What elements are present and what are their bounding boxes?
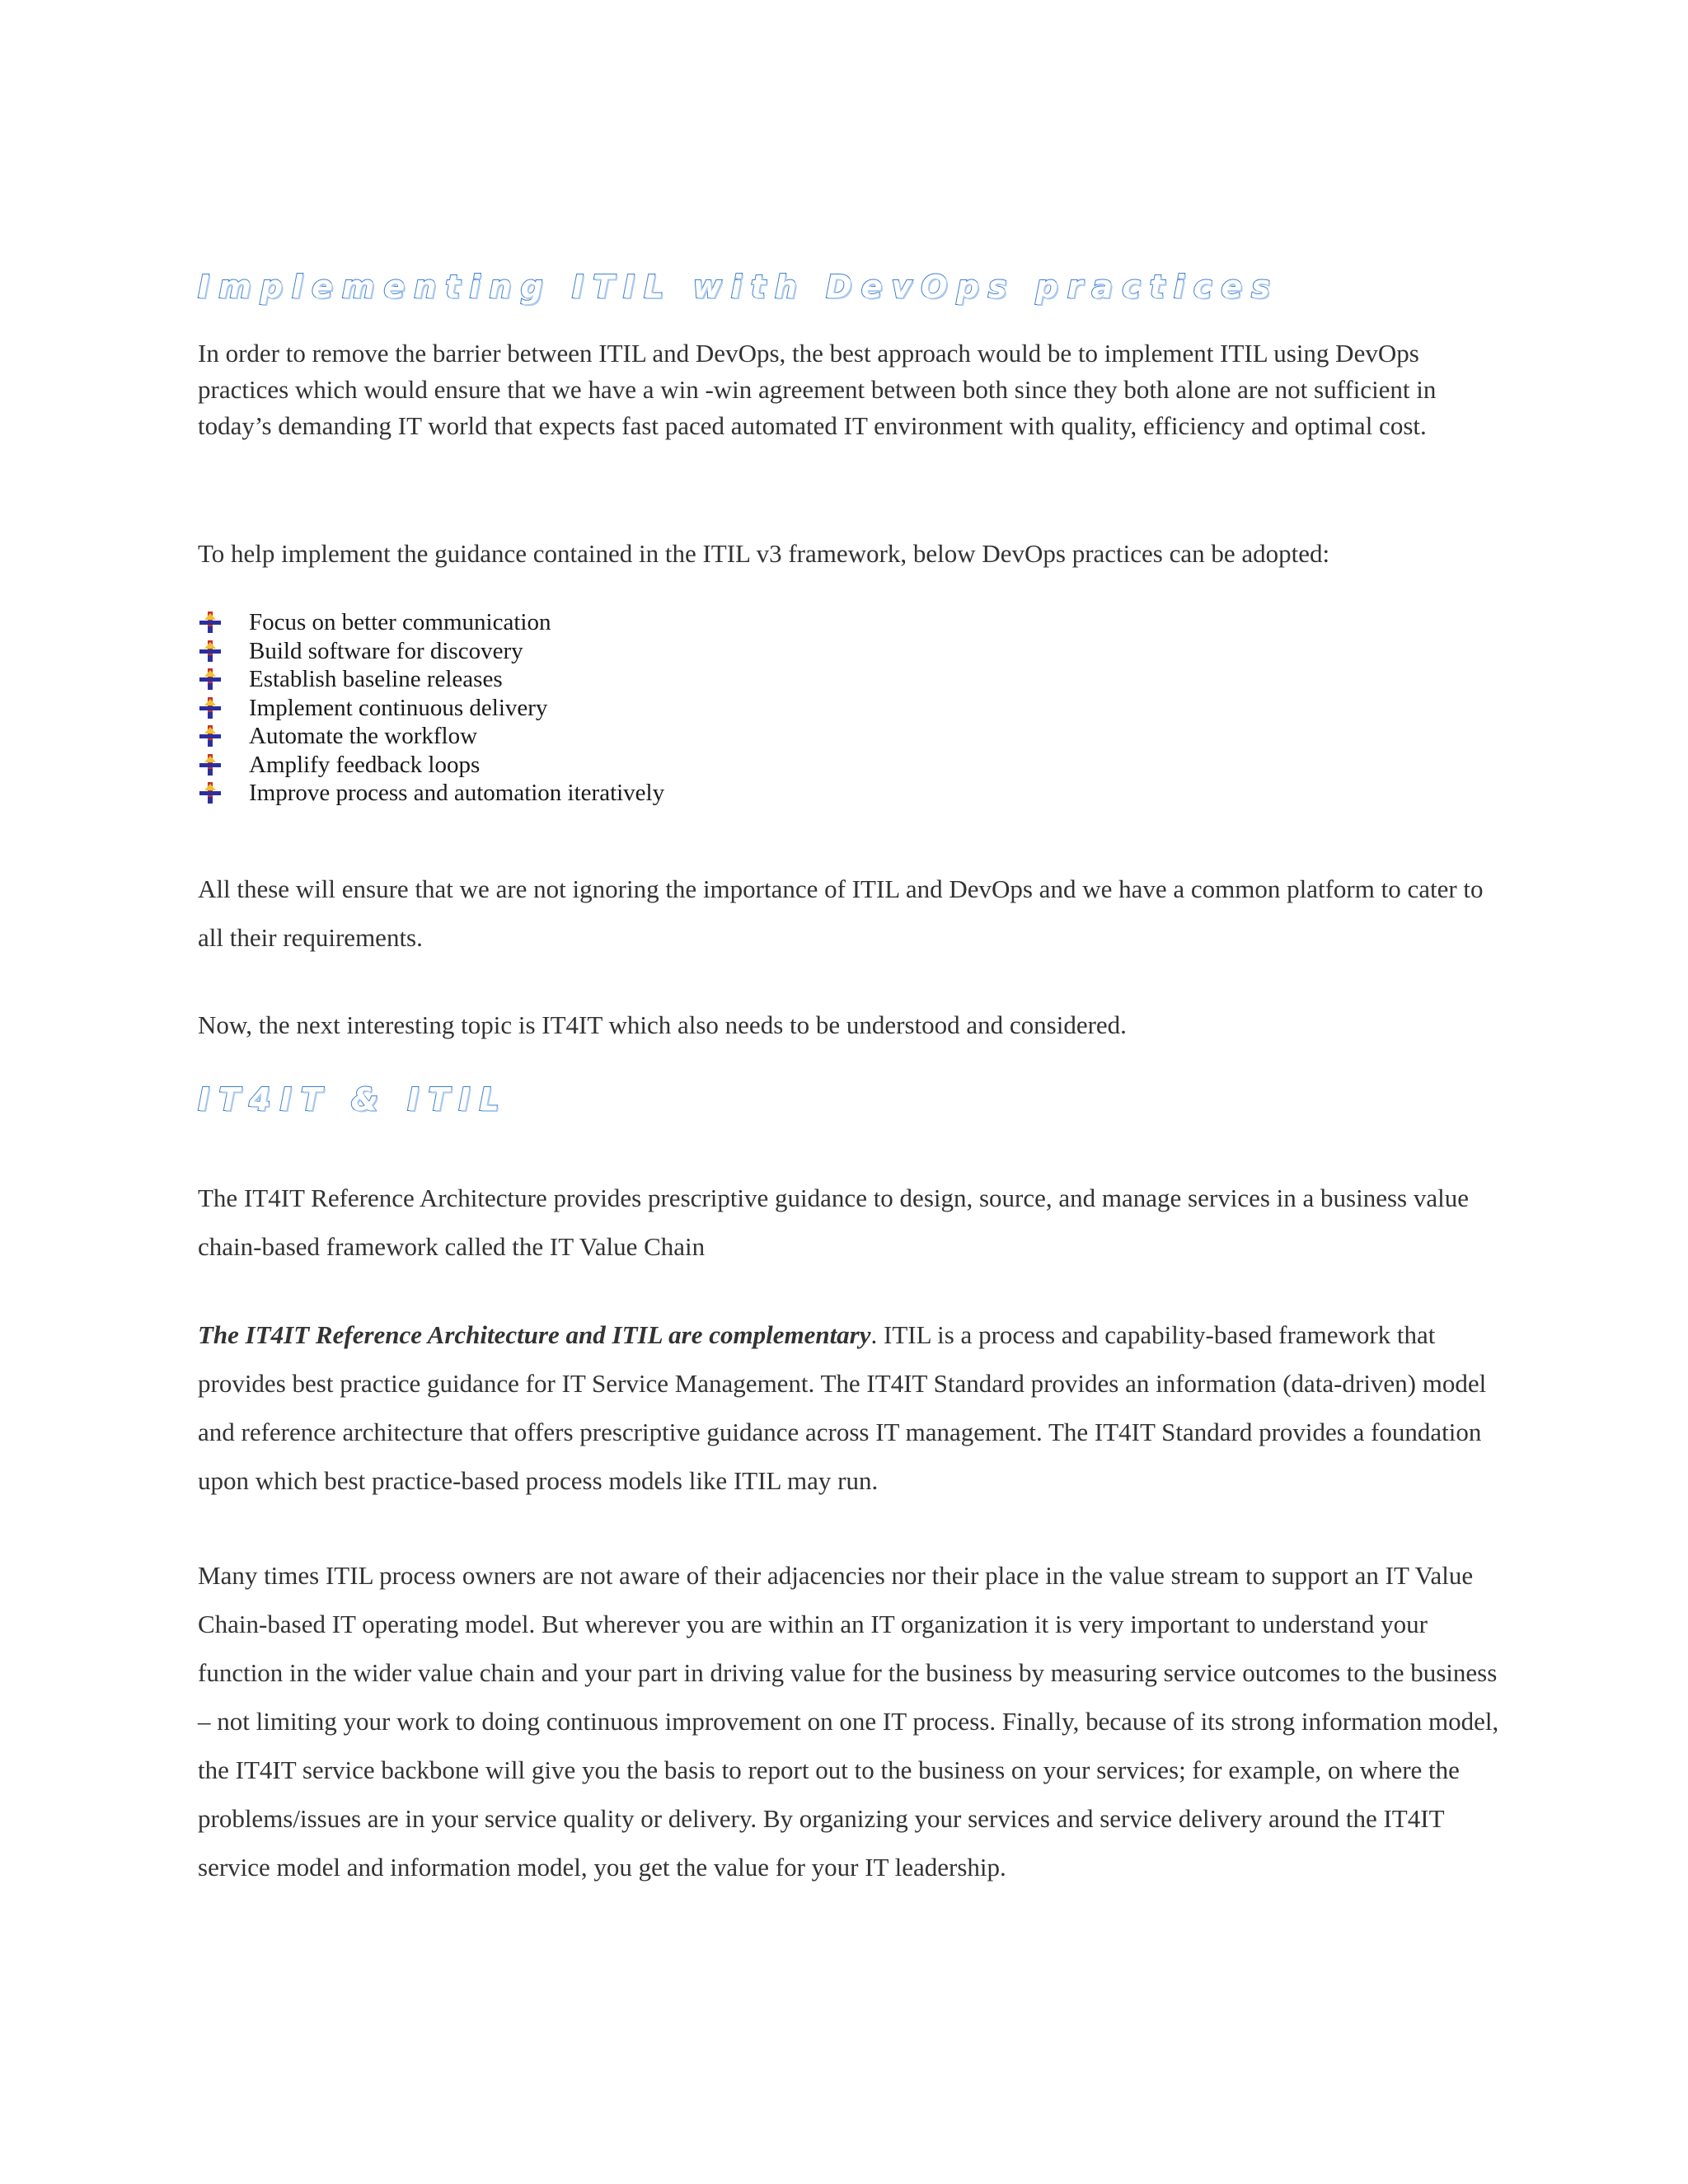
list-item-label: Improve process and automation iteratively (249, 780, 665, 806)
list-item (198, 694, 664, 723)
paragraph-devops-lead-in: To help implement the guidance contained in the ITIL v3 framework, below DevOps practices can be adopted: (198, 539, 1330, 568)
arrow-bullet-icon (198, 610, 223, 635)
paragraph-devops-next-topic: Now, the next interesting topic is IT4IT which also needs to be understood and considered. (198, 1010, 1127, 1039)
arrow-bullet-icon (198, 696, 223, 720)
list-item-label: Automate the workflow (249, 723, 478, 749)
list-item (198, 751, 664, 780)
list-item (198, 722, 664, 751)
devops-practices-list (198, 608, 664, 808)
arrow-bullet-icon (198, 780, 223, 805)
list-item-label: Build software for discovery (249, 637, 523, 664)
paragraph-it4it-complementary (198, 1310, 1500, 1505)
list-item (198, 665, 664, 694)
list-item-label: Establish baseline releases (249, 666, 503, 692)
section-heading-it4it: IT4IT & ITIL (198, 1081, 509, 1118)
list-item-label: Amplify feedback loops (249, 751, 481, 778)
paragraph-text: . ITIL is a process and capability-based framework that provides best practice guidance for IT Service Management. The IT4IT Standard provides an information (data-driven) model and reference architecture that offers prescriptive guidance across IT management. The IT4IT Standard provides a foundation upon which best practice-based process models like ITIL may run. (198, 1320, 1487, 1495)
list-item (198, 637, 664, 666)
section-heading-devops: Implementing ITIL with DevOps practices (198, 269, 1279, 305)
arrow-bullet-icon (198, 639, 223, 663)
paragraph-it4it-intro: The IT4IT Reference Architecture provides prescriptive guidance to design, source, and manage services in a business value chain-based framework called the IT Value Chain (198, 1183, 1469, 1261)
paragraph-devops-summary: All these will ensure that we are not ignoring the importance of ITIL and DevOps and we have a common platform to cater to all their requirements. (198, 874, 1484, 952)
arrow-bullet-icon (198, 667, 223, 691)
list-item (198, 779, 664, 808)
list-item-label: Focus on better communication (249, 609, 551, 635)
list-item-label: Implement continuous delivery (249, 694, 548, 721)
list-item (198, 608, 664, 637)
arrow-bullet-icon (198, 724, 223, 748)
paragraph-devops-intro: In order to remove the barrier between ITIL and DevOps, the best approach would be to implement ITIL using DevOps practices which would ensure that we have a win -win agreement between both since they both alone are not sufficient in today’s demanding IT world that expects fast paced automated IT environment with quality, efficiency and optimal cost. (198, 339, 1437, 440)
paragraph-it4it-value-chain: Many times ITIL process owners are not aware of their adjacencies nor their place in the value stream to support an IT Value Chain-based IT operating model. But wherever you are within an IT organization it is very important to understand your function in the wider value chain and your part in driving value for the business by measuring service outcomes to the business – not limiting your work to doing continuous improvement on one IT process. Finally, because of its strong information model, the IT4IT service backbone will give you the basis to report out to the business on your services; for example, on where the problems/issues are in your service quality or delivery. By organizing your services and service delivery around the IT4IT service model and information model, you get the value for your IT leadership. (198, 1561, 1499, 1882)
arrow-bullet-icon (198, 752, 223, 777)
emphasis-text: The IT4IT Reference Architecture and ITIL are complementary (198, 1320, 871, 1349)
